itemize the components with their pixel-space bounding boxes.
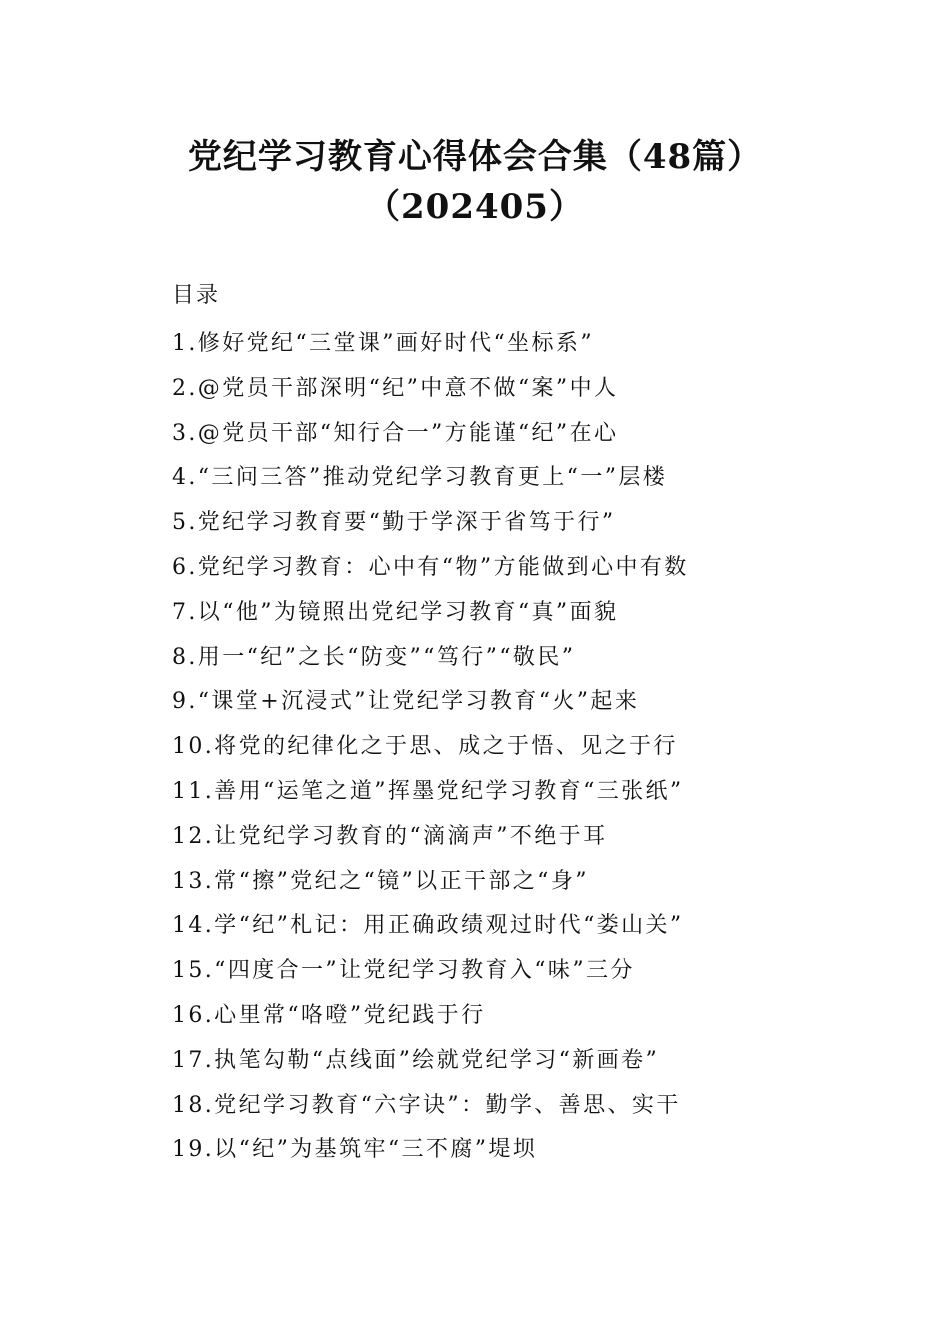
toc-heading: 目录 (172, 283, 221, 308)
toc-item-11: 11.善用“运笔之道”挥墨党纪学习教育“三张纸” (172, 778, 684, 804)
toc-item-18: 18.党纪学习教育“六字诀”：勤学、善思、实干 (172, 1092, 681, 1118)
toc-item-10: 10.将党的纪律化之于思、成之于悟、见之于行 (172, 734, 678, 760)
toc-item-13: 13.常“擦”党纪之“镜”以正干部之“身” (172, 868, 589, 894)
toc-list (172, 322, 872, 1173)
toc-item-9: 9.“课堂+沉浸式”让党纪学习教育“火”起来 (172, 689, 640, 715)
toc-item-5: 5.党纪学习教育要“勤于学深于省笃于行” (172, 510, 616, 536)
toc-item-2: 2.@党员干部深明“纪”中意不做“案”中人 (172, 375, 619, 401)
table-of-contents (172, 278, 872, 1173)
toc-item-3: 3.@党员干部“知行合一”方能谨“纪”在心 (172, 420, 619, 446)
toc-item-7: 7.以“他”为镜照出党纪学习教育“真”面貌 (172, 599, 619, 625)
toc-item-14: 14.学“纪”札记：用正确政绩观过时代“娄山关” (172, 913, 684, 939)
toc-item-15: 15.“四度合一”让党纪学习教育入“味”三分 (172, 958, 635, 984)
toc-item-16: 16.心里常“咯噔”党纪践于行 (172, 1002, 486, 1028)
toc-item-8: 8.用一“纪”之长“防变”“笃行”“敬民” (172, 644, 576, 670)
title-line-date: （202405） (366, 187, 584, 227)
toc-item-4: 4.“三问三答”推动党纪学习教育更上“一”层楼 (172, 465, 668, 491)
toc-item-12: 12.让党纪学习教育的“滴滴声”不绝于耳 (172, 823, 608, 849)
toc-item-17: 17.执笔勾勒“点线面”绘就党纪学习“新画卷” (172, 1047, 660, 1073)
document-title (0, 132, 950, 232)
title-line-main: 党纪学习教育心得体会合集（48篇） (187, 137, 763, 177)
toc-item-1: 1.修好党纪“三堂课”画好时代“坐标系” (172, 331, 594, 356)
toc-item-19: 19.以“纪”为基筑牢“三不腐”堤坝 (172, 1137, 538, 1163)
toc-item-6: 6.党纪学习教育：心中有“物”方能做到心中有数 (172, 554, 689, 580)
